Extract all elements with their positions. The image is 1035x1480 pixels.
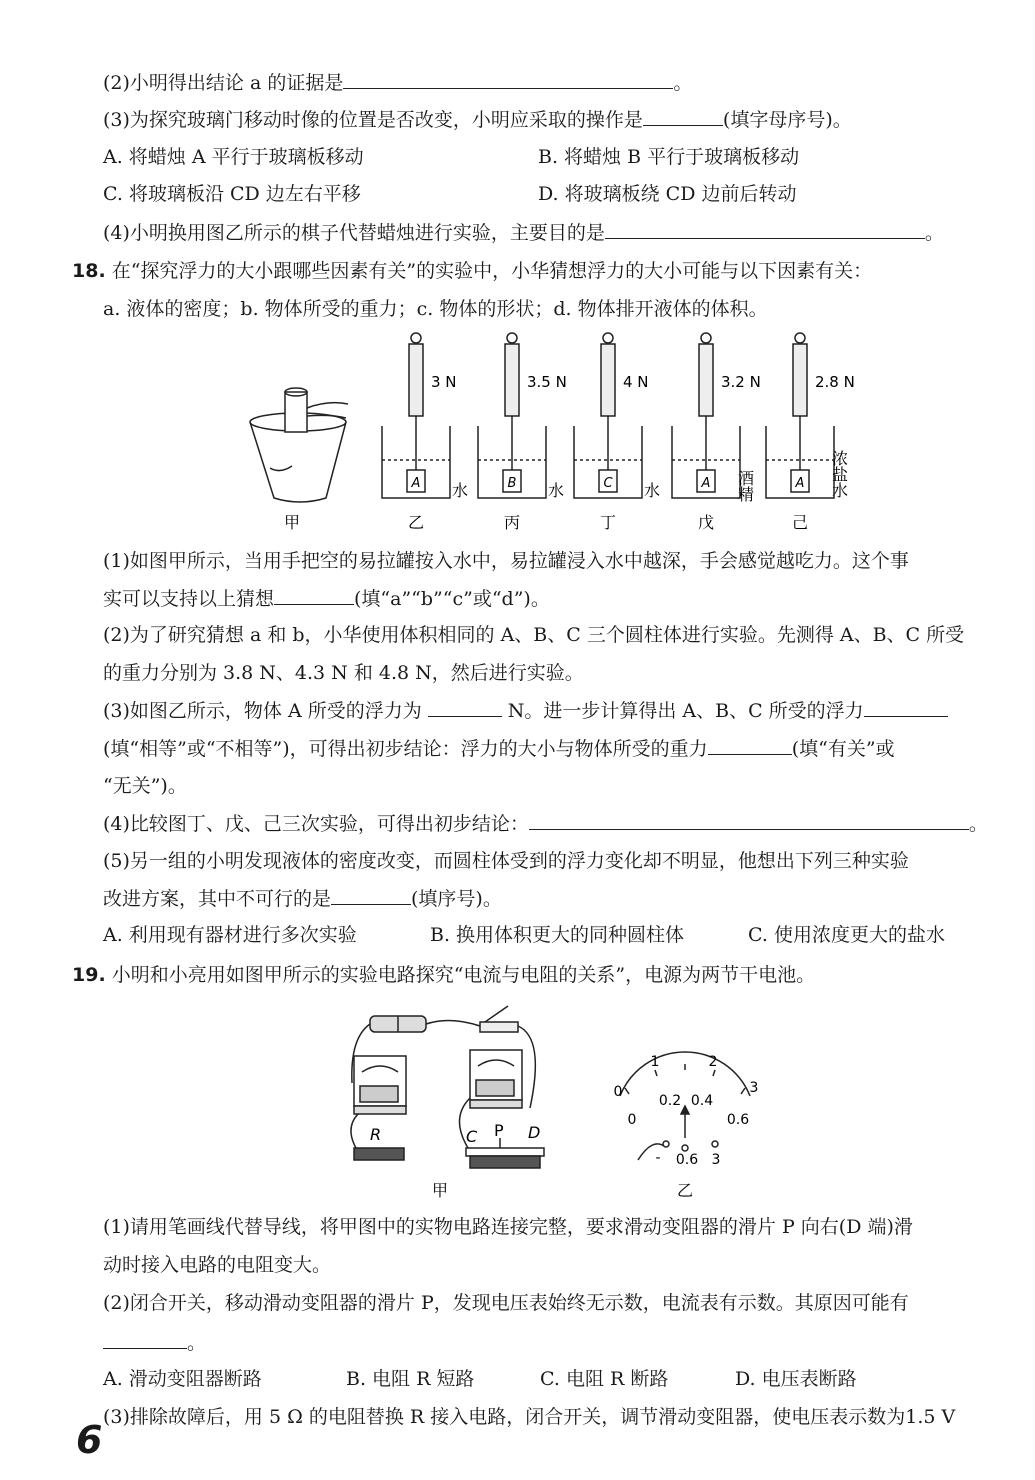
block-5: A bbox=[795, 476, 805, 491]
block-3: C bbox=[603, 476, 613, 491]
label-R: R bbox=[370, 1125, 382, 1144]
block-4: A bbox=[701, 476, 711, 491]
liquid-4: 酒精 bbox=[735, 470, 755, 502]
q19-part1-line1: (1)请用笔画线代替导线，将甲图中的实物电路连接完整，要求滑动变阻器的滑片 P 向右(D 端)滑 bbox=[103, 1216, 913, 1238]
liquid-5: 浓盐水 bbox=[829, 450, 849, 498]
q19-part2-line1: (2)闭合开关，移动滑动变阻器的滑片 P，发现电压表始终无示数，电流表有示数。其原因可能有 bbox=[103, 1292, 909, 1314]
caption-yi: 乙 bbox=[407, 513, 425, 532]
q17-part3: (3)为探究玻璃门移动时像的位置是否改变，小明应采取的操作是 (填字母序号)。 bbox=[103, 109, 852, 131]
reading-3: 4 N bbox=[623, 373, 649, 391]
page-number: 6 bbox=[76, 1418, 103, 1462]
q18-option-a: A. 利用现有器材进行多次实验 bbox=[103, 924, 357, 946]
q18-part5-line2: 改进方案，其中不可行的是 (填序号)。 bbox=[103, 888, 502, 910]
q18-intro: 18. 在“探究浮力的大小跟哪些因素有关”的实验中，小华猜想浮力的大小可能与以下因素有关： bbox=[72, 260, 873, 282]
caption-jia: 甲 bbox=[283, 513, 301, 532]
q17-part4: (4)小明换用图乙所示的棋子代替蜡烛进行实验，主要目的是 。 bbox=[103, 222, 944, 244]
terminal-minus: - bbox=[655, 1150, 661, 1166]
q18-part1-line1: (1)如图甲所示，当用手把空的易拉罐按入水中，易拉罐浸入水中越深，手会感觉越吃力。这个事 bbox=[103, 550, 909, 572]
q17-part2: (2)小明得出结论 a 的证据是 。 bbox=[103, 72, 693, 94]
scale-bottom-0: 0 bbox=[627, 1112, 637, 1128]
q18-part3-line1: (3)如图乙所示，物体 A 所受的浮力为 N。进一步计算得出 A、B、C 所受的浮力 bbox=[103, 698, 948, 724]
scales-and-beakers bbox=[382, 333, 834, 498]
q19-option-b: B. 电阻 R 短路 bbox=[346, 1368, 475, 1390]
caption-jia: 甲 bbox=[431, 1181, 449, 1200]
reading-4: 3.2 N bbox=[721, 373, 761, 391]
caption-ding: 丁 bbox=[599, 513, 617, 532]
q17-option-c: C. 将玻璃板沿 CD 边左右平移 bbox=[103, 183, 361, 205]
q17-option-d: D. 将玻璃板绕 CD 边前后转动 bbox=[538, 183, 797, 205]
q19-option-c: C. 电阻 R 断路 bbox=[540, 1368, 669, 1390]
q18-number: 18. bbox=[72, 260, 106, 282]
q19-part3-line1: (3)排除故障后，用 5 Ω 的电阻替换 R 接入电路，闭合开关，调节滑动变阻器，使电压表示数为1.5 V bbox=[103, 1406, 956, 1428]
q18-part3-line3: “无关”)。 bbox=[103, 775, 187, 797]
scale-bottom-0.4: 0.4 bbox=[690, 1093, 714, 1109]
label-P: P bbox=[494, 1121, 504, 1140]
q19-figure bbox=[340, 998, 780, 1203]
terminal-3: 3 bbox=[711, 1152, 721, 1168]
q18-option-c: C. 使用浓度更大的盐水 bbox=[748, 924, 945, 946]
scale-top-3: 3 bbox=[749, 1080, 759, 1096]
scale-top-0: 0 bbox=[613, 1084, 623, 1100]
liquid-1: 水 bbox=[452, 481, 469, 500]
q18-part4: (4)比较图丁、戊、己三次实验，可得出初步结论： 。 bbox=[103, 813, 988, 835]
q18-part3-line2: (填“相等”或“不相等”)，可得出初步结论：浮力的大小与物体所受的重力 (填“有关”或 bbox=[103, 738, 895, 760]
label-C: C bbox=[466, 1127, 478, 1146]
label-D: D bbox=[528, 1123, 541, 1142]
q18-factors: a. 液体的密度；b. 物体所受的重力；c. 物体的形状；d. 物体排开液体的体积。 bbox=[103, 298, 768, 320]
terminal-0.6: 0.6 bbox=[675, 1152, 699, 1168]
caption-ji: 己 bbox=[791, 513, 809, 532]
q19-option-a: A. 滑动变阻器断路 bbox=[103, 1368, 262, 1390]
bucket-with-can bbox=[250, 388, 348, 502]
q19-intro: 19. 小明和小亮用如图甲所示的实验电路探究“电流与电阻的关系”，电源为两节干电池。 bbox=[72, 964, 816, 986]
q17-option-a: A. 将蜡烛 A 平行于玻璃板移动 bbox=[103, 146, 364, 168]
caption-wu: 戊 bbox=[697, 513, 715, 532]
q19-option-d: D. 电压表断路 bbox=[735, 1368, 857, 1390]
q19-part1-line2: 动时接入电路的电阻变大。 bbox=[103, 1254, 332, 1276]
circuit-drawing bbox=[351, 1006, 750, 1168]
scale-top-1: 1 bbox=[650, 1054, 660, 1070]
q19-number: 19. bbox=[72, 964, 106, 986]
block-1: A bbox=[411, 476, 421, 491]
q18-part1-line2: 实可以支持以上猜想 (填“a”“b”“c”或“d”)。 bbox=[103, 588, 550, 610]
scale-bottom-0.2: 0.2 bbox=[658, 1093, 682, 1109]
scale-top-2: 2 bbox=[708, 1054, 718, 1070]
block-2: B bbox=[507, 476, 517, 491]
q17-option-b: B. 将蜡烛 B 平行于玻璃板移动 bbox=[538, 146, 800, 168]
q19-part2-line2: 。 bbox=[103, 1330, 206, 1356]
liquid-3: 水 bbox=[644, 481, 661, 500]
caption-yi: 乙 bbox=[676, 1181, 694, 1200]
q18-part2-line2: 的重力分别为 3.8 N、4.3 N 和 4.8 N，然后进行实验。 bbox=[103, 662, 584, 684]
reading-5: 2.8 N bbox=[815, 373, 855, 391]
q18-option-b: B. 换用体积更大的同种圆柱体 bbox=[430, 924, 685, 946]
q18-figure bbox=[240, 330, 880, 540]
q18-part2-line1: (2)为了研究猜想 a 和 b，小华使用体积相同的 A、B、C 三个圆柱体进行实验。先测得 A、B、C 所受 bbox=[103, 624, 965, 646]
scale-bottom-0.6: 0.6 bbox=[726, 1112, 750, 1128]
reading-1: 3 N bbox=[431, 373, 457, 391]
reading-2: 3.5 N bbox=[527, 373, 567, 391]
caption-bing: 丙 bbox=[503, 513, 521, 532]
q18-part5-line1: (5)另一组的小明发现液体的密度改变，而圆柱体受到的浮力变化却不明显，他想出下列三种实验 bbox=[103, 850, 909, 872]
liquid-2: 水 bbox=[548, 481, 565, 500]
